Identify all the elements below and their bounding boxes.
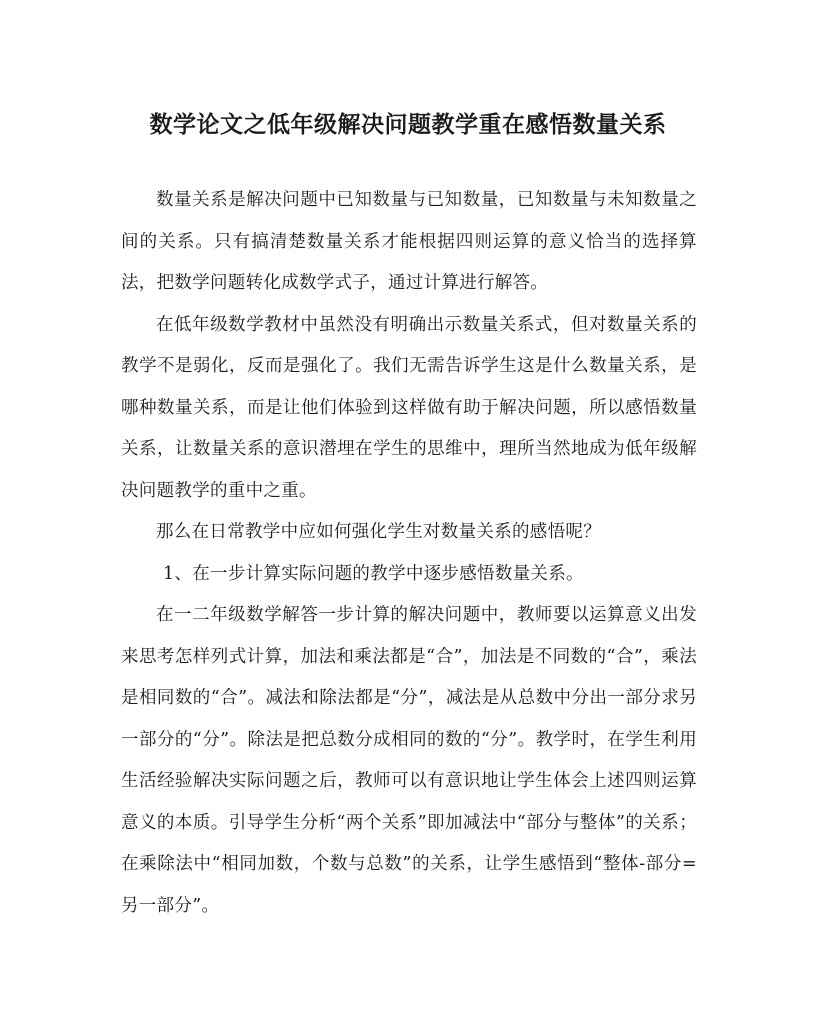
paragraph-3: 那么在日常教学中应如何强化学生对数量关系的感悟呢？	[156, 522, 601, 542]
paragraph-5: 在一二年级数学解答一步计算的解决问题中，教师要以运算意义出发来思考怎样列式计算，加法和乘法都是“合”，加法是不同数的“合”，乘法是相同数的“合”。减法和除法都是“分”，减法是从总数中分出一部分求另一部分的“分”。除法是把总数分成相同的数的“分”。教学时，在学生利用生活经验解决实际问题之后，教师可以有意识地让学生体会上述四则运算意义的本质。引导学生分析“两个关系”即加减法中“部分与整体”的关系；在乘除法中“相同加数，个数与总数”的关系，让学生感悟到“整体-部分=另一部分”。	[121, 605, 697, 916]
document-title: 数学论文之低年级解决问题教学重在感悟数量关系	[149, 111, 667, 138]
document-body	[121, 180, 697, 927]
paragraph-4-heading: 1、在一步计算实际问题的教学中逐步感悟数量关系。	[163, 563, 584, 584]
paragraph-1: 数量关系是解决问题中已知数量与已知数量，已知数量与未知数量之间的关系。只有搞清楚数量关系才能根据四则运算的意义恰当的选择算法，把数学问题转化成数学式子，通过计算进行解答。	[121, 190, 697, 293]
paragraph-2: 在低年级数学教材中虽然没有明确出示数量关系式，但对数量关系的教学不是弱化，反而是强化了。我们无需告诉学生这是什么数量关系，是哪种数量关系，而是让他们体验到这样做有助于解决问题，所以感悟数量关系，让数量关系的意识潜埋在学生的思维中，理所当然地成为低年级解决问题教学的重中之重。	[121, 314, 697, 501]
